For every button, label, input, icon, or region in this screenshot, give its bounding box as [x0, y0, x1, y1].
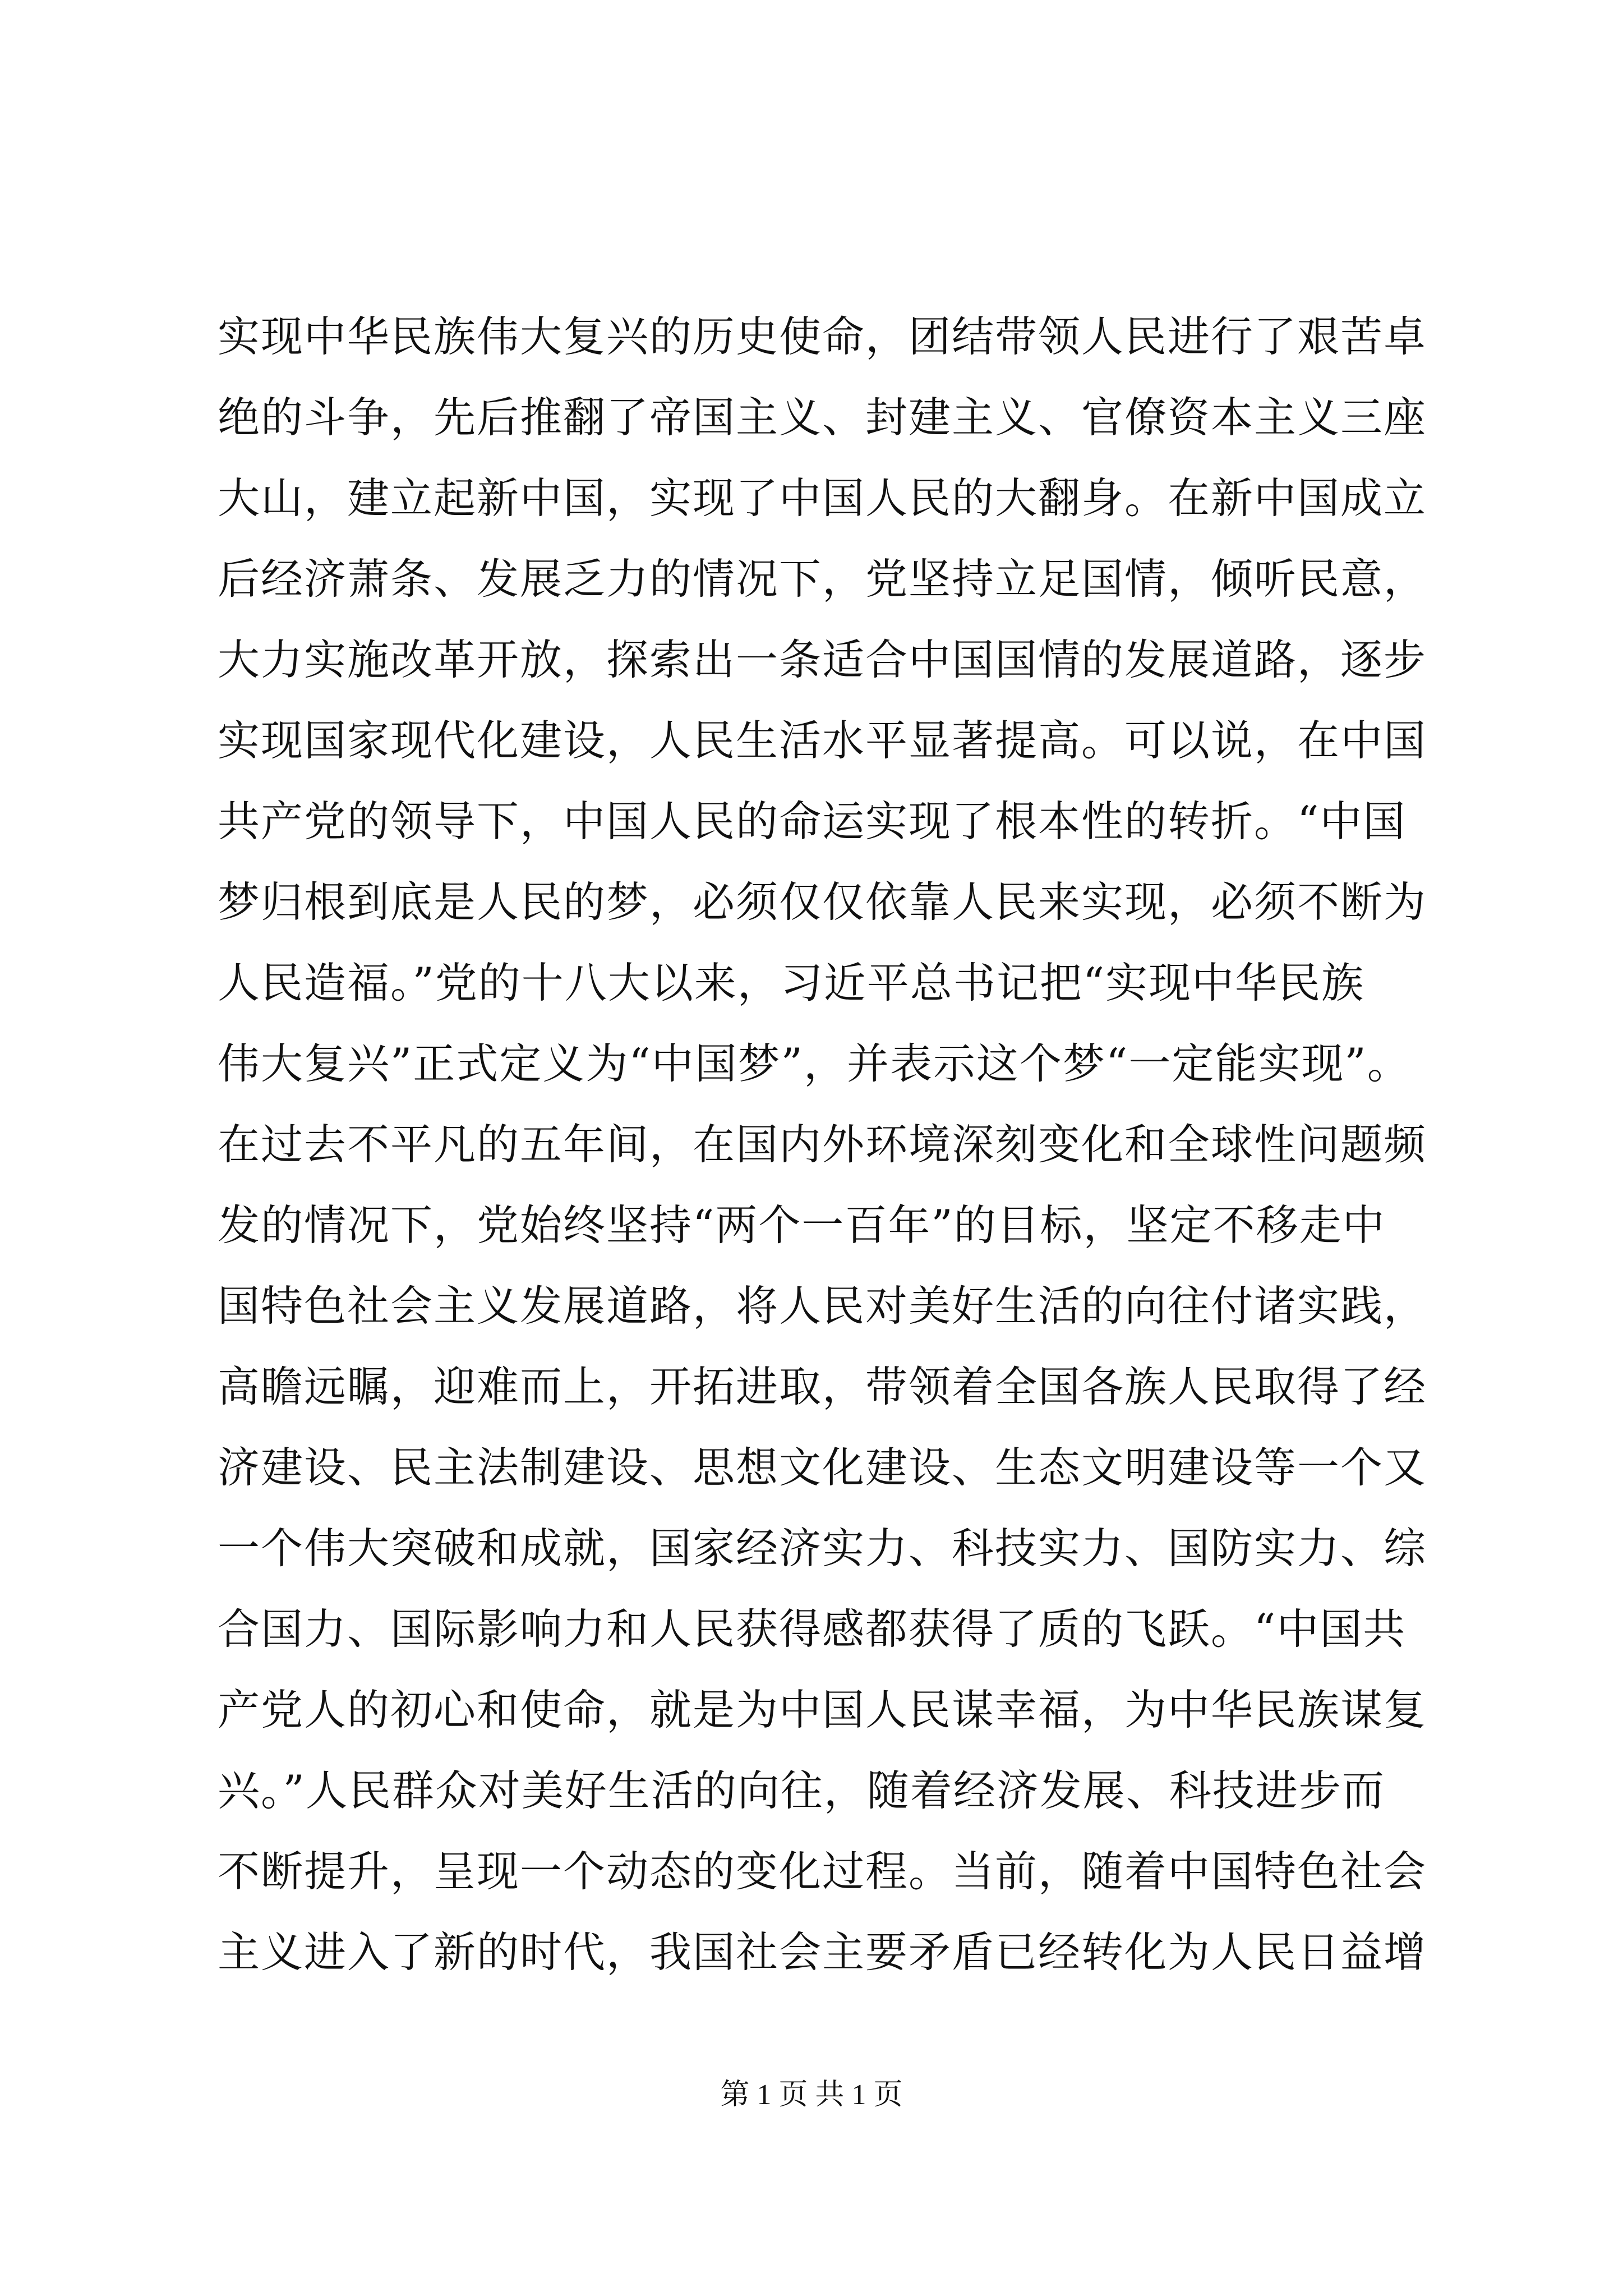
text-line: 大山，建立起新中国，实现了中国人民的大翻身。在新中国成立: [218, 473, 1427, 523]
text-line: 人民造福。”党的十八大以来，习近平总书记把“实现中华民族: [218, 958, 1365, 1007]
text-line: 不断提升，呈现一个动态的变化过程。当前，随着中国特色社会: [218, 1847, 1427, 1896]
text-line: 绝的斗争，先后推翻了帝国主义、封建主义、官僚资本主义三座: [218, 393, 1427, 442]
text-line: 发的情况下，党始终坚持“两个一百年”的目标，坚定不移走中: [218, 1200, 1386, 1250]
text-line: 梦归根到底是人民的梦，必须仅仅依靠人民来实现，必须不断为: [218, 877, 1427, 927]
text-line: 在过去不平凡的五年间，在国内外环境深刻变化和全球性问题频: [218, 1120, 1427, 1169]
page-footer: 第 1 页 共 1 页: [720, 2079, 903, 2111]
text-line: 大力实施改革开放，探索出一条适合中国国情的发展道路，逐步: [218, 635, 1427, 684]
text-line: 合国力、国际影响力和人民获得感都获得了质的飞跃。“中国共: [218, 1604, 1407, 1654]
text-line: 实现中华民族伟大复兴的历史使命，团结带领人民进行了艰苦卓: [218, 312, 1427, 361]
text-line: 济建设、民主法制建设、思想文化建设、生态文明建设等一个又: [218, 1443, 1427, 1492]
text-line: 国特色社会主义发展道路，将人民对美好生活的向往付诸实践，: [218, 1281, 1427, 1331]
text-line: 实现国家现代化建设，人民生活水平显著提高。可以说，在中国: [218, 716, 1427, 765]
text-line: 高瞻远瞩，迎难而上，开拓进取，带领着全国各族人民取得了经: [218, 1362, 1427, 1411]
text-line: 后经济萧条、发展乏力的情况下，党坚持立足国情，倾听民意，: [218, 554, 1427, 604]
text-line: 主义进入了新的时代，我国社会主要矛盾已经转化为人民日益增: [218, 1927, 1427, 1977]
text-line: 兴。”人民群众对美好生活的向往，随着经济发展、科技进步而: [218, 1766, 1385, 1815]
text-line: 产党人的初心和使命，就是为中国人民谋幸福，为中华民族谋复: [218, 1685, 1427, 1734]
text-line: 一个伟大突破和成就，国家经济实力、科技实力、国防实力、综: [218, 1524, 1427, 1573]
text-line: 共产党的领导下，中国人民的命运实现了根本性的转折。“中国: [218, 797, 1407, 846]
text-line: 伟大复兴”正式定义为“中国梦”，并表示这个梦“一定能实现”。: [218, 1039, 1410, 1088]
body-text: [218, 296, 1429, 1993]
